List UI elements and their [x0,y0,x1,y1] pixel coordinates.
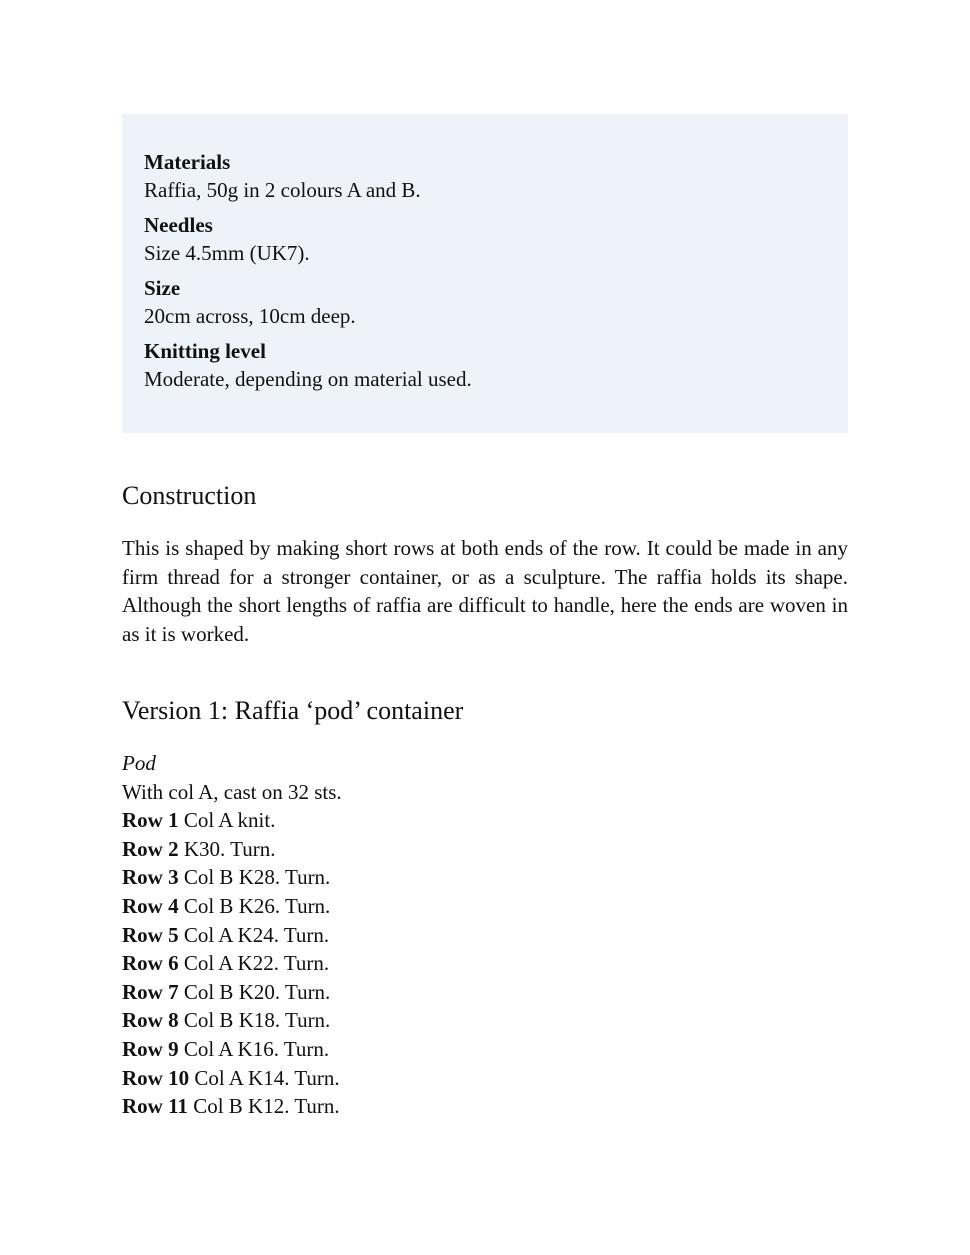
info-value: 20cm across, 10cm deep. [144,304,356,328]
info-label: Knitting level [144,339,266,363]
cast-on-instruction: With col A, cast on 32 sts. [122,779,342,804]
row-instruction [122,1092,342,1121]
info-label: Materials [144,150,231,174]
version-1-heading: Version 1: Raffia ‘pod’ container [122,696,464,725]
info-value: Raffia, 50g in 2 colours A and B. [144,178,421,202]
row-instruction [122,978,342,1007]
row-instruction [122,921,342,950]
row-instruction [122,1006,342,1035]
pod-subheading: Pod [122,751,156,775]
row-text: Col B K26. Turn. [183,893,331,918]
row-label: Row 10 [122,1065,190,1090]
row-text: Col B K12. Turn. [193,1094,340,1119]
row-label: Row 6 [122,951,179,976]
row-instruction [122,835,342,864]
row-label: Row 8 [122,1008,179,1033]
info-value: Size 4.5mm (UK7). [144,241,310,265]
row-label: Row 4 [122,893,179,918]
row-label: Row 3 [122,865,179,890]
row-text: Col B K20. Turn. [183,979,331,1004]
construction-paragraph: This is shaped by making short rows at both ends of the row. It could be made in any firm thread for a stronger container, or as a sculpture. The raffia holds its shape. Although the short lengths of raffia are difficult to handle, here the ends are woven in as it is worked. [122,536,848,646]
row-text: K30. Turn. [183,836,276,861]
row-instruction [122,1035,342,1064]
row-text: Col A K16. Turn. [183,1036,330,1061]
info-label: Needles [144,213,213,237]
row-label: Row 2 [122,836,179,861]
row-label: Row 5 [122,922,179,947]
info-materials [144,148,826,204]
info-knitting-level [144,337,826,393]
row-instruction [122,806,342,835]
row-list [122,806,342,1121]
row-label: Row 9 [122,1036,179,1061]
row-instruction [122,892,342,921]
row-instruction [122,863,342,892]
row-text: Col A K14. Turn. [194,1065,340,1090]
pattern-info-box [122,114,848,433]
pattern-instructions [122,749,342,1121]
row-text: Col A K22. Turn. [183,951,330,976]
info-label: Size [144,276,181,300]
row-text: Col A K24. Turn. [183,922,330,947]
row-instruction [122,1064,342,1093]
row-label: Row 11 [122,1094,188,1119]
construction-heading: Construction [122,481,257,510]
info-needles [144,211,826,267]
info-size [144,274,826,330]
row-text: Col A knit. [183,808,276,833]
row-label: Row 1 [122,808,179,833]
row-instruction [122,949,342,978]
info-value: Moderate, depending on material used. [144,367,472,391]
row-text: Col B K28. Turn. [183,865,331,890]
row-label: Row 7 [122,979,179,1004]
row-text: Col B K18. Turn. [183,1008,331,1033]
